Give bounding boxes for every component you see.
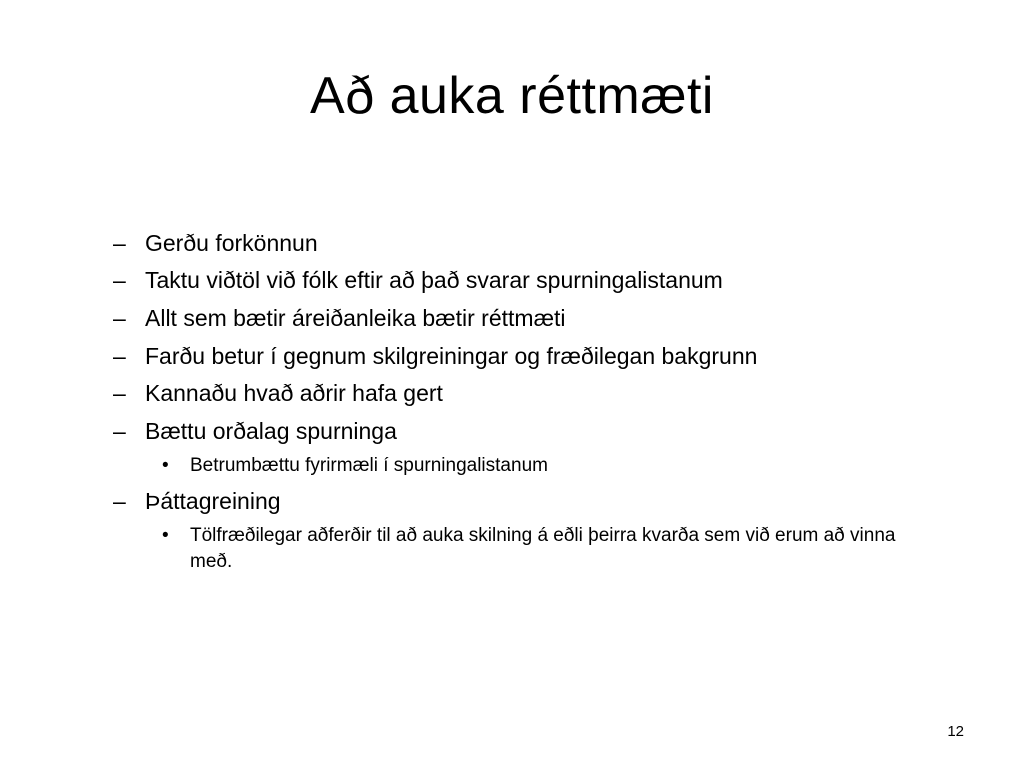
sub-bullet-text: Betrumbættu fyrirmæli í spurningalistanum	[190, 455, 548, 476]
bullet-dot: •	[162, 525, 169, 546]
bullet-text: Þáttagreining	[145, 488, 281, 514]
bullet-item-pilot-study	[0, 228, 1024, 258]
slide-title: Að auka réttmæti	[310, 67, 714, 125]
bullet-item-definitions	[0, 341, 1024, 371]
bullet-text: Bættu orðalag spurninga	[145, 418, 397, 444]
slide-page-number: 12	[947, 723, 964, 740]
bullet-dash: –	[113, 230, 126, 256]
bullet-item-prior-work	[0, 378, 1024, 408]
bullet-dash: –	[113, 488, 126, 514]
bullet-dash: –	[113, 267, 126, 293]
bullet-dash: –	[113, 305, 126, 331]
bullet-item-wording	[0, 416, 1024, 446]
bullet-dot: •	[162, 455, 169, 476]
sub-bullet-text: Tölfræðilegar aðferðir til að auka skilning á eðli þeirra kvarða sem við erum að vinna með.	[190, 525, 896, 572]
bullet-text: Gerðu forkönnun	[145, 230, 318, 256]
bullet-dash: –	[113, 418, 126, 444]
sub-bullet-statistical-methods	[0, 523, 1024, 579]
bullet-dash: –	[113, 380, 126, 406]
bullet-item-factor-analysis	[0, 486, 1024, 516]
bullet-text: Allt sem bætir áreiðanleika bætir réttmæti	[145, 305, 566, 331]
sub-bullet-instructions	[0, 453, 1024, 479]
bullet-dash: –	[113, 343, 126, 369]
bullet-text: Taktu viðtöl við fólk eftir að það svarar spurningalistanum	[145, 267, 723, 293]
bullet-item-interviews	[0, 265, 1024, 295]
bullet-item-reliability	[0, 303, 1024, 333]
bullet-text: Kannaðu hvað aðrir hafa gert	[145, 380, 443, 406]
bullet-text: Farðu betur í gegnum skilgreiningar og fræðilegan bakgrunn	[145, 343, 758, 369]
